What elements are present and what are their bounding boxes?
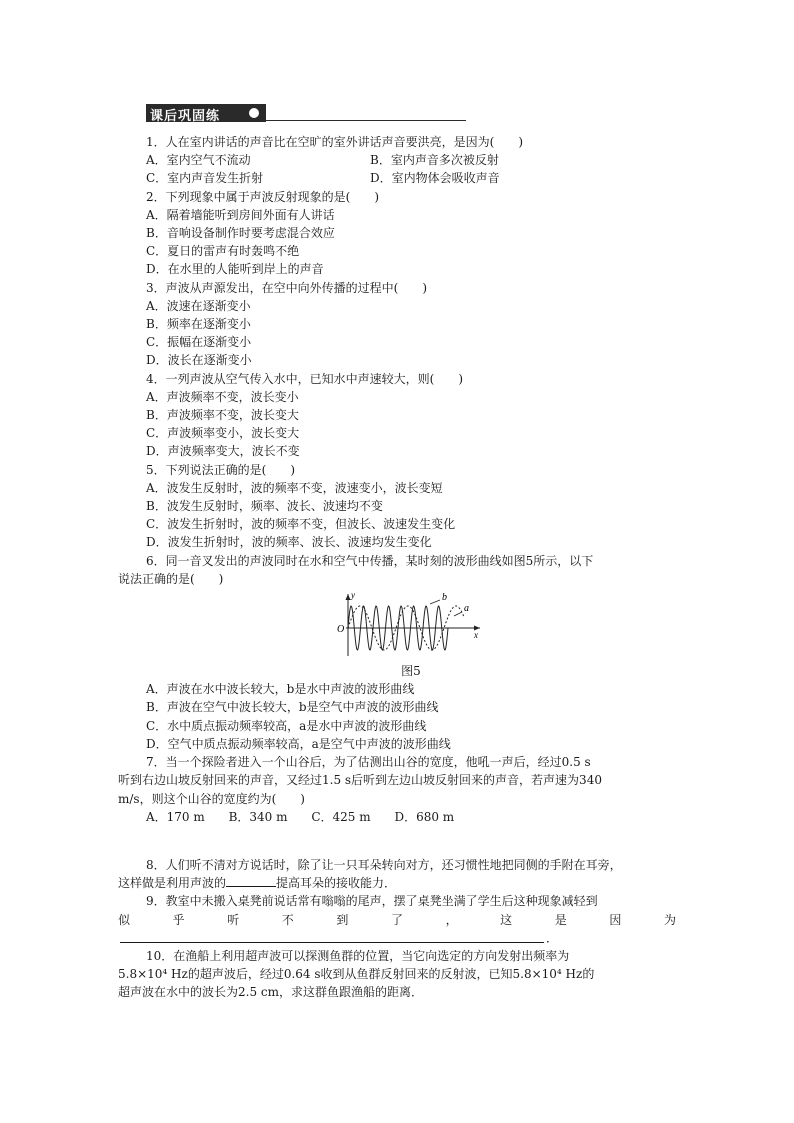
option-b: B．340 m bbox=[228, 809, 288, 824]
char: 似 bbox=[118, 912, 131, 927]
option-d: D．680 m bbox=[394, 809, 455, 824]
char: 为 bbox=[663, 912, 676, 927]
curve-a-leader bbox=[454, 612, 462, 616]
option-c: C．波发生折射时，波的频率不变，但波长、波速发生变化 bbox=[146, 517, 456, 532]
question-1-options-row-2 bbox=[146, 169, 676, 187]
question-9-answer-line bbox=[146, 929, 676, 947]
question-10-line-3: 超声波在水中的波长为2.5 cm，求这群鱼跟渔船的距离． bbox=[118, 985, 424, 1000]
origin-label: O bbox=[337, 624, 345, 636]
question-7-stem-line-2: 听到右边山坡反射回来的声音，又经过1.5 s后听到左边山坡反射回来的声音，若声速为340 bbox=[118, 773, 602, 788]
option-d: D．室内物体会吸收声音 bbox=[370, 171, 500, 186]
question-8-text-after-blank: 提高耳朵的接收能力． bbox=[276, 876, 397, 891]
question-7-stem-line-1: 7．当一个探险者进入一个山谷后，为了估测出山谷的宽度，他吼一声后，经过0.5 s bbox=[146, 755, 591, 770]
answer-blank[interactable] bbox=[226, 874, 276, 887]
bullet-dot-icon bbox=[249, 108, 259, 118]
question-list bbox=[118, 133, 676, 1001]
section-title: 课后巩固练 bbox=[150, 109, 221, 124]
option-c: C．声波频率变小，波长变大 bbox=[146, 426, 300, 441]
y-axis-label: y bbox=[351, 590, 355, 601]
option-c: C．室内声音发生折射 bbox=[146, 171, 264, 186]
figure-caption: 图5 bbox=[401, 664, 421, 679]
question-10-line-2: 5.8×10⁴ Hz的超声波后，经过0.64 s收到从鱼群反射回来的反射波，已知5.8×10⁴ Hz的 bbox=[118, 966, 595, 981]
char: 这 bbox=[500, 912, 513, 927]
option-a: A．隔着墙能听到房间外面有人讲话 bbox=[146, 207, 335, 222]
option-a: A．170 m bbox=[146, 809, 205, 824]
option-d: D．声波频率变大，波长不变 bbox=[146, 444, 300, 459]
option-d: D．波发生折射时，波的频率、波长、波速均发生变化 bbox=[146, 535, 432, 550]
char: 是 bbox=[554, 912, 567, 927]
x-axis-label: x bbox=[474, 630, 478, 641]
char: 到 bbox=[336, 912, 349, 927]
option-c: C．425 m bbox=[311, 809, 371, 824]
char: 乎 bbox=[172, 912, 185, 927]
question-7-options bbox=[146, 808, 676, 826]
option-c: C．振幅在逐渐变小 bbox=[146, 335, 252, 350]
spacer bbox=[146, 826, 676, 856]
section-tab bbox=[146, 104, 266, 122]
waveform-figure bbox=[336, 590, 486, 660]
char: 了 bbox=[390, 912, 403, 927]
char: 不 bbox=[281, 912, 294, 927]
curve-a-label: a bbox=[464, 603, 469, 615]
period: ． bbox=[546, 930, 559, 945]
option-b: B．声波在空气中波长较大，b是空气中声波的波形曲线 bbox=[146, 700, 439, 715]
section-header bbox=[146, 104, 466, 122]
option-c: C．夏日的雷声有时轰鸣不绝 bbox=[146, 244, 300, 259]
question-6-stem-line-2: 说法正确的是( ) bbox=[118, 571, 224, 586]
option-a: A．波速在逐渐变小 bbox=[146, 298, 251, 313]
question-8-text-before-blank: 这样做是利用声波的 bbox=[118, 876, 227, 891]
question-8-line-1: 8．人们听不清对方说话时，除了让一只耳朵转向对方，还习惯性地把同侧的手附在耳旁， bbox=[146, 857, 622, 872]
question-10-line-1: 10．在渔船上利用超声波可以探测鱼群的位置，当它向选定的方向发射出频率为 bbox=[146, 948, 570, 963]
question-2-stem: 2．下列现象中属于声波反射现象的是( ) bbox=[146, 189, 379, 204]
question-1-options-row-1 bbox=[146, 151, 676, 169]
option-b: B．声波频率不变，波长变大 bbox=[146, 408, 299, 423]
question-9-line-1: 9．教室中未搬入桌凳前说话常有嗡嗡的尾声，摆了桌凳坐满了学生后这种现象减轻到 bbox=[146, 894, 598, 909]
curve-b-label: b bbox=[442, 592, 447, 604]
question-1-stem: 1．人在室内讲话的声音比在空旷的室外讲话声音要洪亮，是因为( ) bbox=[146, 135, 524, 149]
char: 听 bbox=[227, 912, 240, 927]
char: 因 bbox=[609, 912, 622, 927]
option-a: A．声波在水中波长较大，b是水中声波的波形曲线 bbox=[146, 682, 415, 697]
question-5-stem: 5．下列说法正确的是( ) bbox=[146, 462, 295, 477]
option-b: B．室内声音多次被反射 bbox=[370, 153, 499, 168]
question-9-line-2 bbox=[118, 911, 676, 929]
option-b: B．频率在逐渐变小 bbox=[146, 317, 251, 332]
question-7-stem-line-3: m/s，则这个山谷的宽度约为( ) bbox=[118, 791, 305, 806]
question-3-stem: 3．声波从声源发出，在空中向外传播的过程中( ) bbox=[146, 280, 428, 295]
question-6-stem-line-1: 6．同一音叉发出的声波同时在水和空气中传播，某时刻的波形曲线如图5所示，以下 bbox=[146, 553, 594, 568]
question-4-stem: 4．一列声波从空气传入水中，已知水中声速较大，则( ) bbox=[146, 371, 464, 386]
curve-b-leader bbox=[430, 600, 440, 604]
option-a: A．声波频率不变，波长变小 bbox=[146, 389, 299, 404]
question-8-line-2 bbox=[118, 874, 676, 892]
answer-blank[interactable] bbox=[120, 942, 544, 943]
option-a: A．室内空气不流动 bbox=[146, 153, 251, 168]
option-d: D．在水里的人能听到岸上的声音 bbox=[146, 262, 324, 277]
char: ， bbox=[445, 912, 458, 927]
option-d: D．空气中质点振动频率较高，a是空气中声波的波形曲线 bbox=[146, 736, 451, 751]
option-b: B．音响设备制作时要考虑混合效应 bbox=[146, 226, 335, 241]
option-b: B．波发生反射时，频率、波长、波速均不变 bbox=[146, 499, 383, 514]
option-c: C．水中质点振动频率较高，a是水中声波的波形曲线 bbox=[146, 718, 427, 733]
y-axis-arrow-icon bbox=[346, 594, 351, 600]
option-a: A．波发生反射时，波的频率不变，波速变小，波长变短 bbox=[146, 480, 443, 495]
figure-5 bbox=[146, 590, 676, 662]
section-rule bbox=[266, 120, 466, 121]
option-d: D．波长在逐渐变小 bbox=[146, 353, 252, 368]
